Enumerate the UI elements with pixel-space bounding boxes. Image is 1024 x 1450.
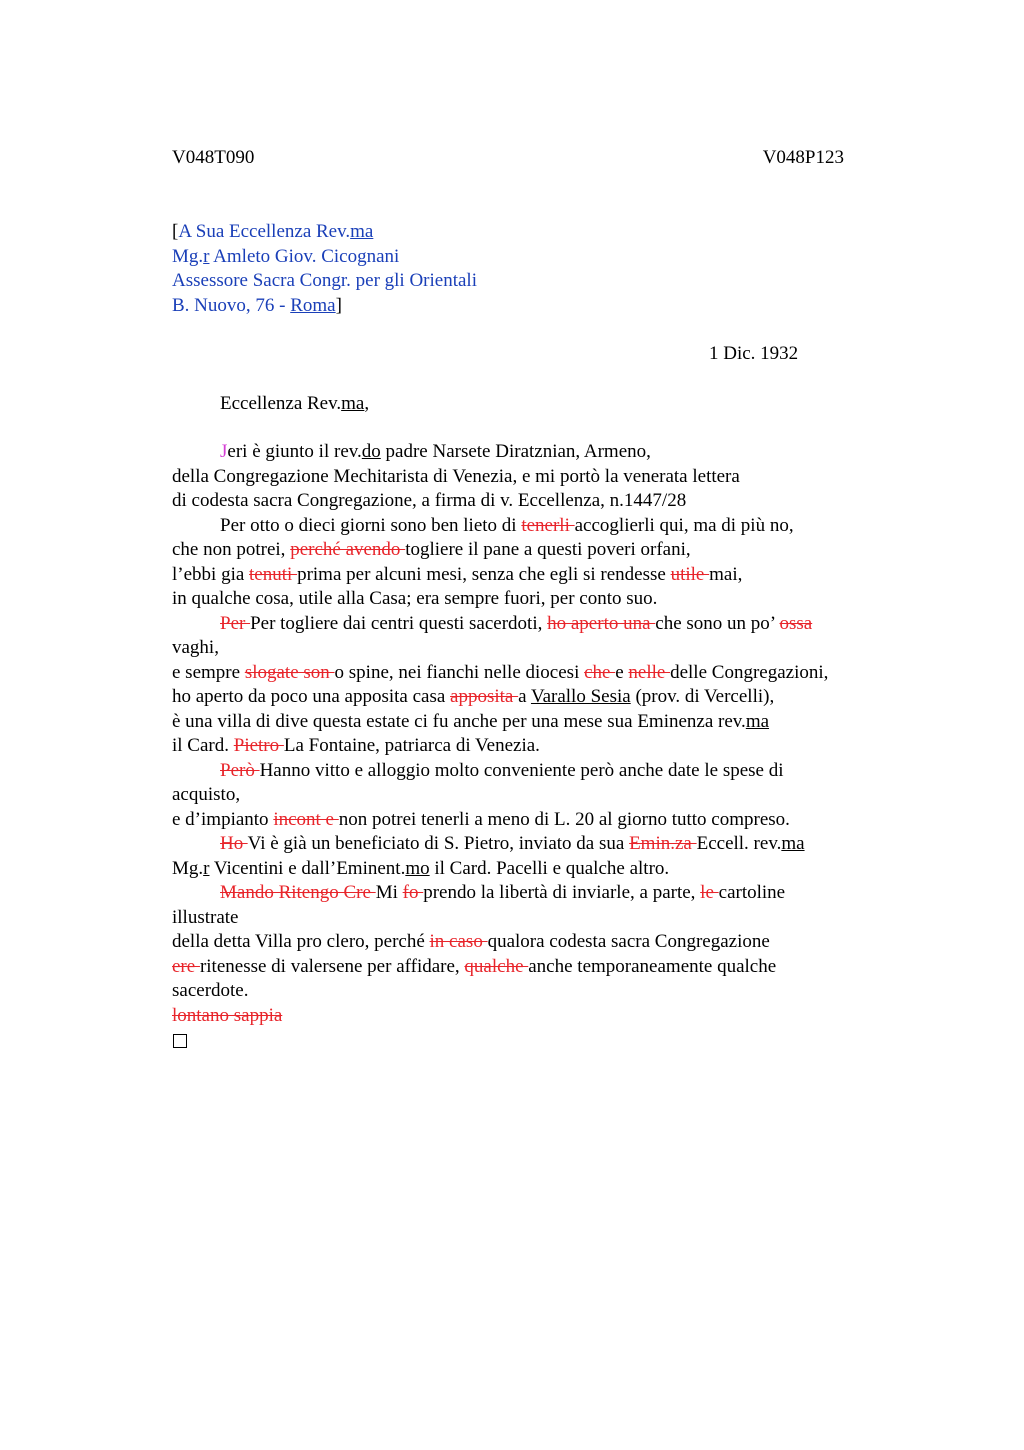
address-city: Roma xyxy=(290,294,336,316)
deleted-text: ho aperto una xyxy=(547,612,656,634)
text-run: l’ebbi gia xyxy=(172,563,250,585)
body-line xyxy=(172,661,902,686)
text-run: anche temporaneamente qualche xyxy=(528,955,777,977)
end-of-text-box-icon xyxy=(173,1034,187,1048)
deleted-text: nelle xyxy=(628,661,671,683)
body-line: acquisto, xyxy=(172,784,241,805)
text-run: e sempre xyxy=(172,661,245,683)
deleted-text: che xyxy=(584,661,616,683)
deleted-text: Pietro xyxy=(233,735,284,756)
text-run: prima per alcuni mesi, senza che egli si rendesse xyxy=(297,563,671,585)
text-run: Mi xyxy=(375,882,403,903)
deleted-text: incont e xyxy=(273,808,339,830)
text-run: ho aperto da poco una apposita casa xyxy=(172,686,451,707)
text-run: è una villa di dive questa estate ci fu anche per una mese sua Eminenza rev. xyxy=(172,710,746,732)
body-line xyxy=(172,857,902,882)
deleted-text: fo xyxy=(402,882,424,903)
deleted-text: Mando Ritengo Cre xyxy=(220,882,376,903)
body-line xyxy=(172,563,902,588)
body-line xyxy=(172,685,902,710)
initial-letter: J xyxy=(220,441,228,462)
body-line xyxy=(172,955,902,980)
text-run: Hanno vitto e alloggio molto conveniente però anche date le spese di xyxy=(259,759,784,781)
text-run: a xyxy=(518,686,531,707)
underlined-place-name: Varallo Sesia xyxy=(530,686,631,707)
deleted-text: in caso xyxy=(429,931,488,952)
text-run: padre Narsete Diratznian, Armeno, xyxy=(380,441,651,462)
deleted-text: Ho xyxy=(220,833,248,854)
salutation-text: Eccellenza Rev. xyxy=(220,393,342,414)
deleted-text: Emin.za xyxy=(629,833,697,854)
text-run: Vi è già un beneficiato di S. Pietro, inviato da sua xyxy=(247,833,630,854)
abbreviation-superscript: ma xyxy=(745,710,770,732)
address-line-4 xyxy=(172,294,477,319)
text-run: togliere il pane a questi poveri orfani, xyxy=(405,539,691,560)
body-line xyxy=(172,514,902,539)
deleted-text: ere xyxy=(172,955,200,977)
address-line-1 xyxy=(172,220,477,245)
text-run: il Card. Pacelli e qualche altro. xyxy=(429,857,670,879)
address-close-bracket: ] xyxy=(335,294,342,316)
deleted-text: Però xyxy=(220,759,260,781)
letter-date: 1 Dic. 1932 xyxy=(709,343,799,364)
deleted-text: lontano sappia xyxy=(172,1004,283,1026)
address-line-2-abbr-base: Mg. xyxy=(172,245,204,267)
body-line xyxy=(172,538,902,563)
deleted-text: tenerli xyxy=(521,514,575,536)
body-line xyxy=(172,881,902,906)
text-run: e d’impianto xyxy=(172,808,274,830)
text-run: Per togliere dai centri questi sacerdoti, xyxy=(250,612,548,634)
body-line xyxy=(172,808,902,833)
text-run: La Fontaine, patriarca di Venezia. xyxy=(283,735,540,756)
text-run: che sono un po’ xyxy=(655,612,780,634)
text-run: e xyxy=(615,661,629,683)
body-line xyxy=(172,759,902,784)
text-run: ritenesse di valersene per affidare, xyxy=(199,955,465,977)
text-run: Mg. xyxy=(172,857,204,879)
text-run: Vicentini e dall’Eminent. xyxy=(209,857,406,879)
abbreviation-superscript: mo xyxy=(405,857,430,879)
address-line-4-text: B. Nuovo, 76 - xyxy=(172,294,291,316)
body-line xyxy=(172,734,902,759)
text-run: accoglierli qui, ma di più no, xyxy=(574,514,794,536)
body-line: sacerdote. xyxy=(172,980,249,1001)
deleted-text: apposita xyxy=(450,686,519,707)
recipient-address-block xyxy=(172,220,477,318)
text-run: cartoline xyxy=(718,882,786,903)
text-run: delle Congregazioni, xyxy=(670,661,829,683)
body-line xyxy=(172,710,902,735)
archive-reference-right: V048P123 xyxy=(762,147,844,168)
text-run: (prov. di Vercelli), xyxy=(630,686,775,707)
deleted-text: slogate son xyxy=(244,661,335,683)
text-run: qualora codesta sacra Congregazione xyxy=(487,931,770,952)
body-line: della Congregazione Mechitarista di Venezia, e mi portò la venerata lettera xyxy=(172,465,740,487)
text-run: o spine, nei fianchi nelle diocesi xyxy=(334,661,585,683)
address-line-1-abbr: ma xyxy=(350,221,374,242)
body-line: illustrate xyxy=(172,906,239,928)
salutation-punct: , xyxy=(364,393,370,414)
body-line xyxy=(172,930,902,955)
deleted-text: utile xyxy=(670,563,710,585)
deleted-text: ossa xyxy=(779,612,813,634)
body-line: di codesta sacra Congregazione, a firma di v. Eccellenza, n.1447/28 xyxy=(172,490,687,511)
salutation xyxy=(220,392,369,416)
address-line-2-abbr: r xyxy=(203,245,210,267)
text-run: della detta Villa pro clero, perché xyxy=(172,931,430,952)
deleted-text: qualche xyxy=(464,955,529,977)
deleted-text: Per xyxy=(220,612,251,634)
text-run: Per otto o dieci giorni sono ben lieto di xyxy=(220,514,522,536)
archive-reference-left: V048T090 xyxy=(172,147,255,168)
text-run: che non potrei, xyxy=(172,539,291,560)
body-line: in qualche cosa, utile alla Casa; era sempre fuori, per conto suo. xyxy=(172,588,658,609)
address-line-3: Assessore Sacra Congr. per gli Orientali xyxy=(172,270,477,291)
abbreviation-superscript: r xyxy=(203,857,210,879)
text-run: mai, xyxy=(709,563,743,585)
address-line-1-text: A Sua Eccellenza Rev. xyxy=(178,221,351,242)
abbreviation-superscript: do xyxy=(361,441,381,462)
address-line-2 xyxy=(172,245,477,270)
body-line xyxy=(172,1004,902,1029)
text-run: il Card. xyxy=(172,735,234,756)
salutation-abbr: ma xyxy=(341,393,365,414)
deleted-text: tenuti xyxy=(249,563,298,585)
text-run: eri è giunto il rev. xyxy=(227,441,362,462)
text-run: non potrei tenerli a meno di L. 20 al giorno tutto compreso. xyxy=(338,808,790,830)
body-line xyxy=(172,832,902,857)
letter-body xyxy=(172,440,902,1048)
text-run: Eccell. rev. xyxy=(696,833,782,854)
body-line xyxy=(172,612,902,637)
text-run: prendo la libertà di inviarle, a parte, xyxy=(423,882,701,903)
body-line: vaghi, xyxy=(172,637,219,658)
abbreviation-superscript: ma xyxy=(781,833,805,854)
address-open-bracket: [ xyxy=(172,221,179,242)
address-line-2-text: Amleto Giov. Cicognani xyxy=(209,245,400,267)
deleted-text: perché avendo xyxy=(290,539,406,560)
deleted-text: le xyxy=(700,882,719,903)
body-line xyxy=(172,440,902,465)
